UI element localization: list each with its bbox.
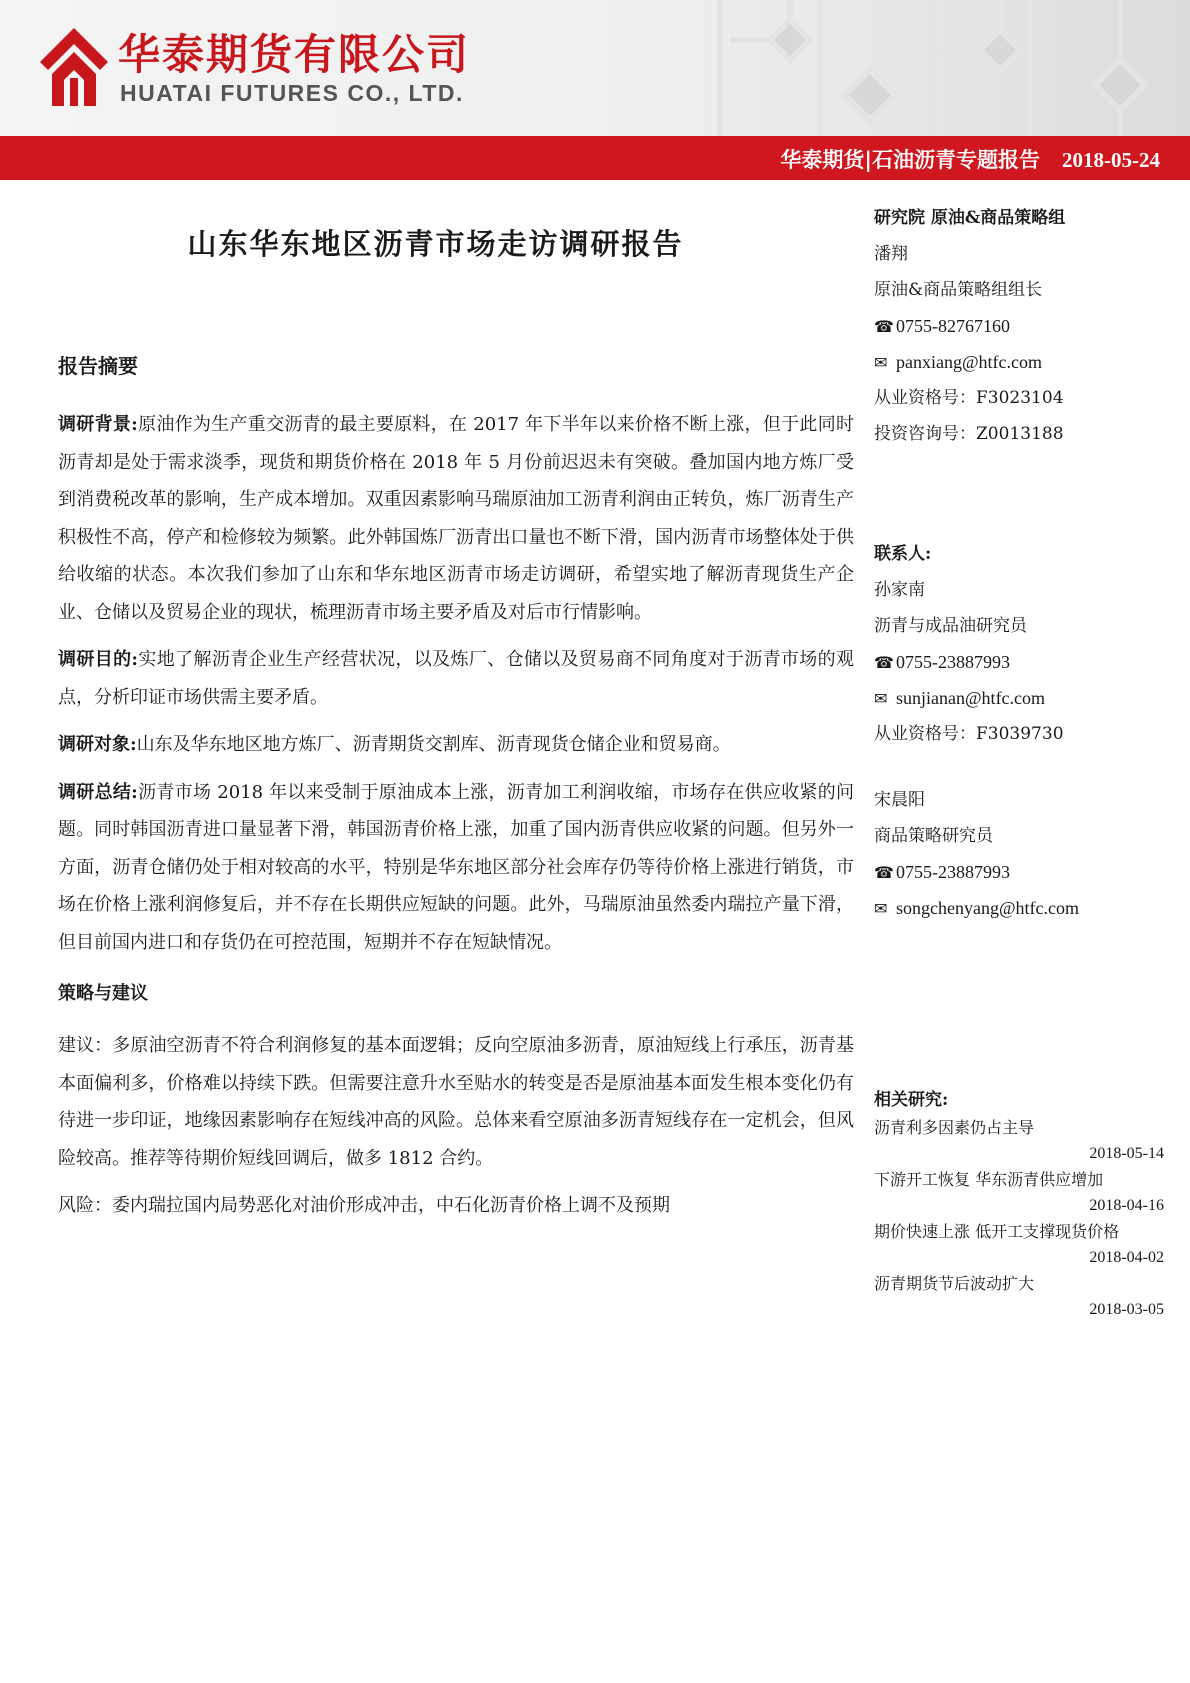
related-item-date: 2018-04-16 bbox=[1089, 1197, 1164, 1214]
related-item-title: 下游开工恢复 华东沥青供应增加 bbox=[874, 1170, 1104, 1189]
main-content bbox=[58, 350, 854, 1235]
contact2-email-row bbox=[874, 890, 1164, 926]
research-dept: 研究院 原油&商品策略组 bbox=[874, 208, 1066, 228]
related-research bbox=[874, 1085, 1164, 1323]
related-item[interactable] bbox=[874, 1115, 1164, 1167]
envelope-icon: ✉ bbox=[874, 689, 888, 708]
analyst-role: 原油&商品策略组组长 bbox=[874, 280, 1043, 300]
contact1-name: 孙家南 bbox=[874, 580, 925, 600]
contact2-email[interactable]: songchenyang@htfc.com bbox=[896, 898, 1080, 918]
report-title: 山东华东地区沥青市场走访调研报告 bbox=[187, 227, 684, 261]
page-header bbox=[0, 0, 1190, 136]
phone-icon: ☎ bbox=[874, 317, 894, 336]
envelope-icon: ✉ bbox=[874, 899, 888, 918]
report-brand: 华泰期货|石油沥青专题报告 bbox=[780, 147, 1040, 172]
analyst-email-row bbox=[874, 344, 1164, 380]
header-decoration bbox=[700, 0, 1190, 136]
company-logo-mark bbox=[40, 28, 108, 106]
report-date: 2018-05-24 bbox=[1062, 148, 1160, 172]
contact1-email[interactable]: sunjianan@htfc.com bbox=[896, 688, 1046, 708]
risk-paragraph: 风险：委内瑞拉国内局势恶化对油价形成冲击，中石化沥青价格上调不及预期 bbox=[58, 1195, 670, 1216]
author-sidebar bbox=[874, 200, 1164, 926]
report-banner-title bbox=[780, 144, 1160, 174]
contact1-phone: 0755-23887993 bbox=[896, 652, 1010, 672]
contact2-name: 宋晨阳 bbox=[874, 790, 925, 810]
analyst-advisory: 投资咨询号：Z0013188 bbox=[874, 424, 1064, 444]
analyst-name: 潘翔 bbox=[874, 244, 908, 264]
related-item-title: 沥青利多因素仍占主导 bbox=[874, 1118, 1035, 1137]
related-item-date: 2018-03-05 bbox=[1089, 1301, 1164, 1318]
related-item-date: 2018-05-14 bbox=[1089, 1145, 1164, 1162]
target-paragraph bbox=[58, 726, 854, 764]
contact2-phone: 0755-23887993 bbox=[896, 862, 1010, 882]
contact2-phone-row bbox=[874, 854, 1164, 890]
summary-heading: 报告摘要 bbox=[58, 354, 138, 378]
contact1-email-row bbox=[874, 680, 1164, 716]
report-banner bbox=[0, 136, 1190, 180]
contact1-phone-row bbox=[874, 644, 1164, 680]
analyst-license: 从业资格号：F3023104 bbox=[874, 388, 1064, 408]
company-name-en: HUATAI FUTURES CO., LTD. bbox=[120, 80, 464, 106]
purpose-paragraph bbox=[58, 641, 854, 716]
analyst-phone-row bbox=[874, 308, 1164, 344]
related-item[interactable] bbox=[874, 1271, 1164, 1323]
target-label: 调研对象: bbox=[58, 734, 137, 755]
background-text: 原油作为生产重交沥青的最主要原料，在 2017 年下半年以来价格不断上涨，但于此同时沥青却是处于需求淡季，现货和期货价格在 2018 年 5 月份前迟迟未有突破。叠加国内地方炼厂受到消费税改革的影响，生产成本增加。双重因素影响马瑞原油加工沥青利润由正转负，炼厂沥青生产积极性不高，停产和检修较为频繁。此外韩国炼厂沥青出口量也不断下滑，国内沥青市场整体处于供给收缩的状态。本次我们参加了山东和华东地区沥青市场走访调研，希望实地了解沥青现货生产企业、仓储以及贸易企业的现状，梳理沥青市场主要矛盾及对后市行情影响。 bbox=[58, 414, 854, 623]
sidebar-spacer bbox=[874, 752, 1164, 782]
purpose-text: 实地了解沥青企业生产经营状况，以及炼厂、仓储以及贸易商不同角度对于沥青市场的观点，分析印证市场供需主要矛盾。 bbox=[58, 649, 854, 708]
contact2-role: 商品策略研究员 bbox=[874, 826, 993, 846]
related-item[interactable] bbox=[874, 1219, 1164, 1271]
conclusion-paragraph bbox=[58, 774, 854, 962]
contact1-license: 从业资格号：F3039730 bbox=[874, 724, 1064, 744]
target-text: 山东及华东地区地方炼厂、沥青期货交割库、沥青现货仓储企业和贸易商。 bbox=[136, 734, 731, 755]
sidebar-spacer bbox=[874, 452, 1164, 536]
contact-label: 联系人: bbox=[874, 544, 932, 564]
related-item[interactable] bbox=[874, 1167, 1164, 1219]
phone-icon: ☎ bbox=[874, 863, 894, 882]
company-name-cn: 华泰期货有限公司 bbox=[118, 30, 471, 79]
contact1-role: 沥青与成品油研究员 bbox=[874, 616, 1027, 636]
suggestion-paragraph: 建议：多原油空沥青不符合利润修复的基本面逻辑；反向空原油多沥青，原油短线上行承压，沥青基本面偏利多，价格难以持续下跌。但需要注意升水至贴水的转变是否是原油基本面发生根本变化仍有待进一步印证，地缘因素影响存在短线冲高的风险。总体来看空原油多沥青短线存在一定机会，但风险较高。推荐等待期价短线回调后，做多 1812 合约。 bbox=[58, 1035, 854, 1169]
phone-icon: ☎ bbox=[874, 653, 894, 672]
analyst-phone: 0755-82767160 bbox=[896, 316, 1010, 336]
envelope-icon: ✉ bbox=[874, 353, 888, 372]
strategy-heading: 策略与建议 bbox=[58, 983, 148, 1004]
conclusion-label: 调研总结: bbox=[58, 781, 138, 803]
related-item-title: 沥青期货节后波动扩大 bbox=[874, 1274, 1035, 1293]
related-item-date: 2018-04-02 bbox=[1089, 1249, 1164, 1266]
background-label: 调研背景: bbox=[58, 414, 138, 435]
background-paragraph bbox=[58, 406, 854, 631]
related-item-title: 期价快速上涨 低开工支撑现货价格 bbox=[874, 1222, 1120, 1241]
conclusion-text: 沥青市场 2018 年以来受制于原油成本上涨，沥青加工利润收缩，市场存在供应收紧的问题。同时韩国沥青进口量显著下滑，韩国沥青价格上涨，加重了国内沥青供应收紧的问题。但另外一方面，沥青仓储仍处于相对较高的水平，特别是华东地区部分社会库存仍等待价格上涨进行销货，市场在价格上涨利润修复后，并不存在长期供应短缺的问题。此外，马瑞原油虽然委内瑞拉产量下滑，但目前国内进口和存货仍在可控范围，短期并不存在短缺情况。 bbox=[58, 781, 854, 953]
related-heading: 相关研究: bbox=[874, 1090, 949, 1110]
analyst-email[interactable]: panxiang@htfc.com bbox=[896, 352, 1043, 372]
purpose-label: 调研目的: bbox=[58, 649, 139, 670]
